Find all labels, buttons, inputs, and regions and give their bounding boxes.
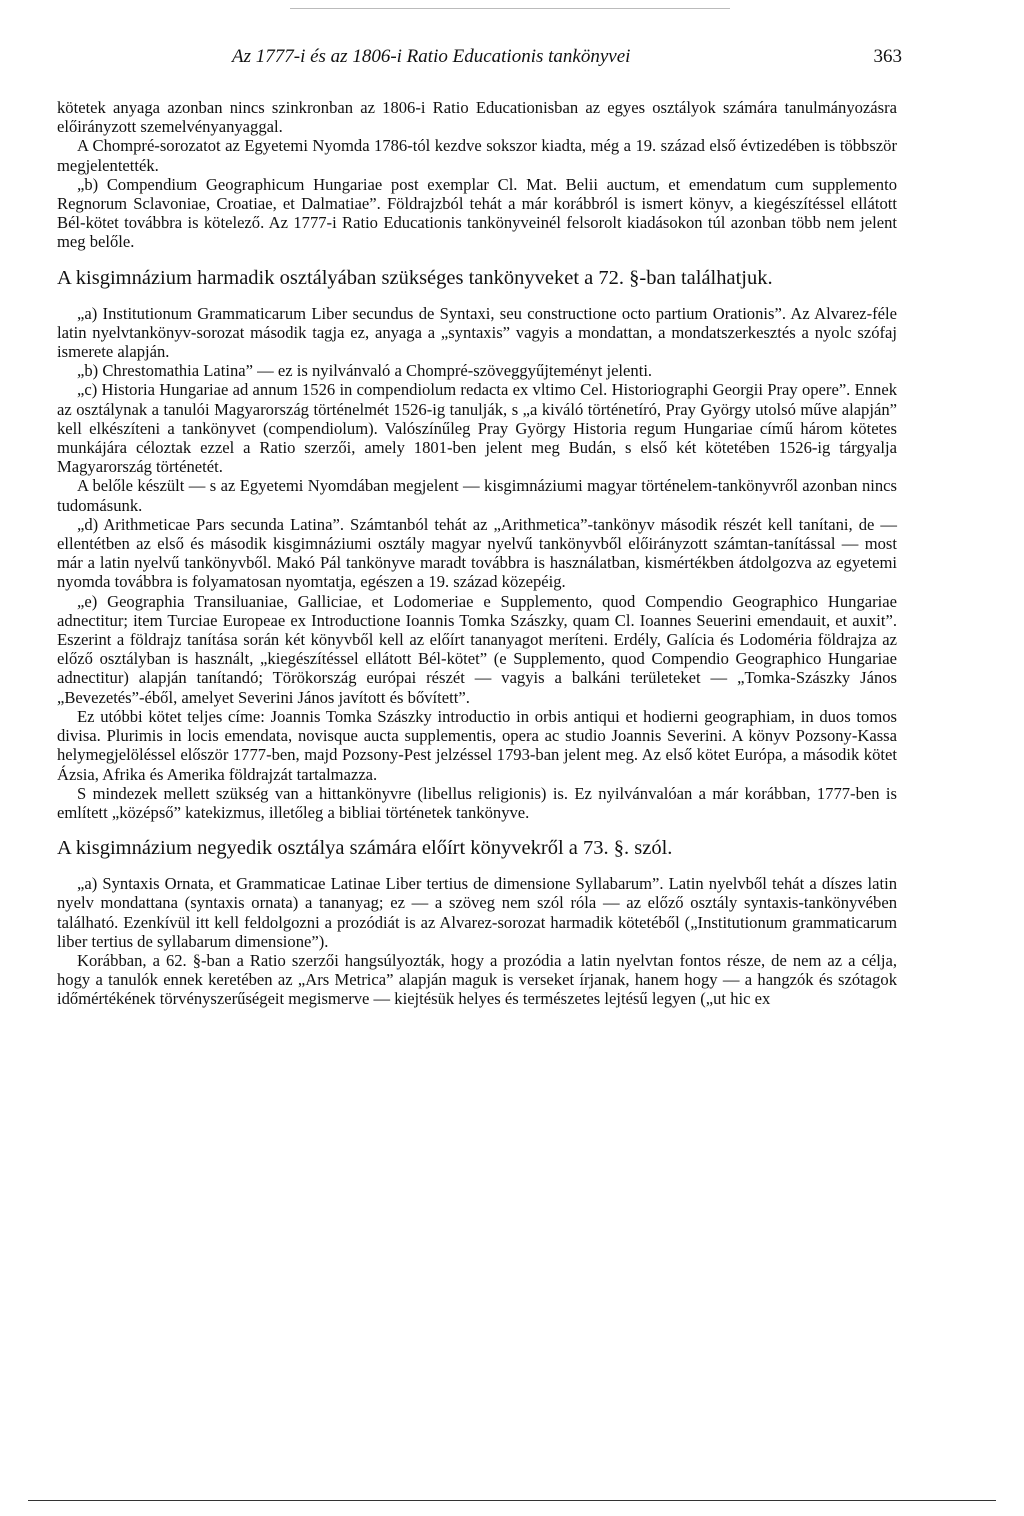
paragraph: A belőle készült — s az Egyetemi Nyomdában megjelent — kisgimnáziumi magyar történelem-tankönyvről azonban nincs tudomásunk. — [57, 476, 897, 515]
paragraph: Korábban, a 62. §-ban a Ratio szerzői hangsúlyozták, hogy a prozódia a latin nyelvtan fontos része, de nem az a célja, hogy a tanulók ennek keretében az „Ars Metrica” alapján maguk is verseket írjanak, hanem hogy — a hangzók és szótagok időmértékének törvényszerűségeit megismerve — kiejtésük helyes és természetes lejtésű legyen („ut hic ex — [57, 950, 897, 1009]
paragraph: kötetek anyaga azonban nincs szinkronban az 1806-i Ratio Educationisban az egyes osztályok számára tanulmányozásra előirányzott szemelvényanyaggal. — [57, 98, 897, 137]
paragraph: „a) Institutionum Grammaticarum Liber secundus de Syntaxi, seu constructione octo partium Orationis”. Az Alvarez-féle latin nyelvtankönyv-sorozat második tagja ez, anyaga a „syntaxis” vagyis a mondattan, a mondatszerkesztés a nyolc szófaj ismerete alapján. — [57, 303, 897, 362]
running-title: Az 1777-i és az 1806-i Ratio Educationis tankönyvei — [232, 46, 631, 67]
paragraph: Ez utóbbi kötet teljes címe: Joannis Tomka Szászky introductio in orbis antiqui et hodierni geographiam, in duos tomos divisa. Plurimis in locis emendata, novisque aucta supplementis, opera ac studio Joannis Severini. A könyv Pozsony-Kassa helymegjelöléssel először 1777-ben, majd Pozsony-Pest jelzéssel 1793-ban jelent meg. Az első kötet Európa, a második kötet Ázsia, Afrika és Amerika földrajzát tartalmazza. — [57, 706, 897, 784]
body-text — [57, 98, 897, 1009]
paragraph: „e) Geographia Transiluaniae, Galliciae, et Lodomeriae e Supplemento, quod Compendio Geographico Hungariae adnectitur; item Turciae Europeae ex Introductione Ioannis Tomka Szászky, quam Cl. Ioannes Seuerini emendauit, et auxit”. Eszerint a földrajz tanítása során két könyvből kell az előírt tananyagot meríteni. Erdély, Galícia és Lodoméria földrajza az előző osztályban is használt, „kiegészítéssel ellátott Bél-kötet” (e Supplemento, quod Compendio Geographico Hungariae adnectitur) alapján tanítandó; Törökország európai részét — vagyis a balkáni területeket — „Tomka-Szászky János „Bevezetés”-éből, amelyet Severini János javított és bővített”. — [57, 591, 897, 707]
bottom-rule — [28, 1500, 996, 1501]
page-number: 363 — [873, 46, 902, 67]
paragraph: „d) Arithmeticae Pars secunda Latina”. Számtanból tehát az „Arithmetica”-tankönyv második részét kell tanítani, de — ellentétben az első és második kisgimnáziumi osztály magyar nyelvű tankönyvből előirányzott számtan-tanítással — most már a latin nyelvű tankönyvből. Makó Pál tankönyve maradt továbbra is használatban, kismértékben átdolgozva az egyetemi nyomda továbbra is folyamatosan nyomtatja, egészen a 19. század közepéig. — [57, 514, 897, 592]
paragraph: S mindezek mellett szükség van a hittankönyvre (libellus religionis) is. Ez nyilvánvalóan a már korábban, 1777-ben is említett „középső” katekizmus, illetőleg a bibliai történetek tankönyve. — [57, 783, 897, 822]
page — [57, 40, 902, 1009]
paragraph: „b) Chrestomathia Latina” — ez is nyilvánvaló a Chompré-szöveggyűjteményt jelenti. — [77, 361, 653, 381]
paragraph: „a) Syntaxis Ornata, et Grammaticae Latinae Liber tertius de dimensione Syllabarum”. Latin nyelvből tehát a díszes latin nyelv mondattana (syntaxis ornata) a tananyag; ez — a szöveg nem szól róla — az előző osztály syntaxis-tankönyvében található. Ezenkívül itt kell feldolgozni a prozódiát is az Alvarez-sorozat harmadik kötetéből („Institutionum grammaticarum liber tertius de syllabarum dimensione”). — [57, 874, 897, 951]
paragraph: „c) Historia Hungariae ad annum 1526 in compendiolum redacta ex vltimo Cel. Historiographi Georgii Pray opere”. Ennek az osztálynak a tanulói Magyarország történelmét 1526-ig tanulják, s „a kiváló történetíró, Pray György utolsó műve alapján” kell elkészíteni a tankönyvet (compendiolum). Valószínűleg Pray György Historia regum Hungariae című három kötetes munkájára céloztak ezzel a Ratio szerzői, amely 1801-ben jelent meg Budán, s első két kötetében 1526-ig tárgyalja Magyarország történetét. — [57, 380, 897, 477]
paragraph: „b) Compendium Geographicum Hungariae post exemplar Cl. Mat. Belii auctum, et emendatum cum supplemento Regnorum Sclavoniae, Croatiae, et Dalmatiae”. Földrajzból tehát a már korábbról is ismert könyv, a kiegészítéssel ellátott Bél-kötet továbbra is kötelező. Az 1777-i Ratio Educationis tankönyveinél felsorolt kiadásokon túl azonban több nem jelent meg belőle. — [57, 174, 897, 252]
section-heading: A kisgimnázium negyedik osztálya számára előírt könyvekről a 73. §. szól. — [57, 837, 673, 860]
top-rule — [290, 8, 730, 9]
paragraph: A Chompré-sorozatot az Egyetemi Nyomda 1786-tól kezdve sokszor kiadta, még a 19. század első évtizedében is többször megjelentették. — [57, 136, 897, 175]
section-heading: A kisgimnázium harmadik osztályában szükséges tankönyveket a 72. §-ban találhatjuk. — [57, 266, 773, 289]
running-head — [57, 40, 902, 70]
